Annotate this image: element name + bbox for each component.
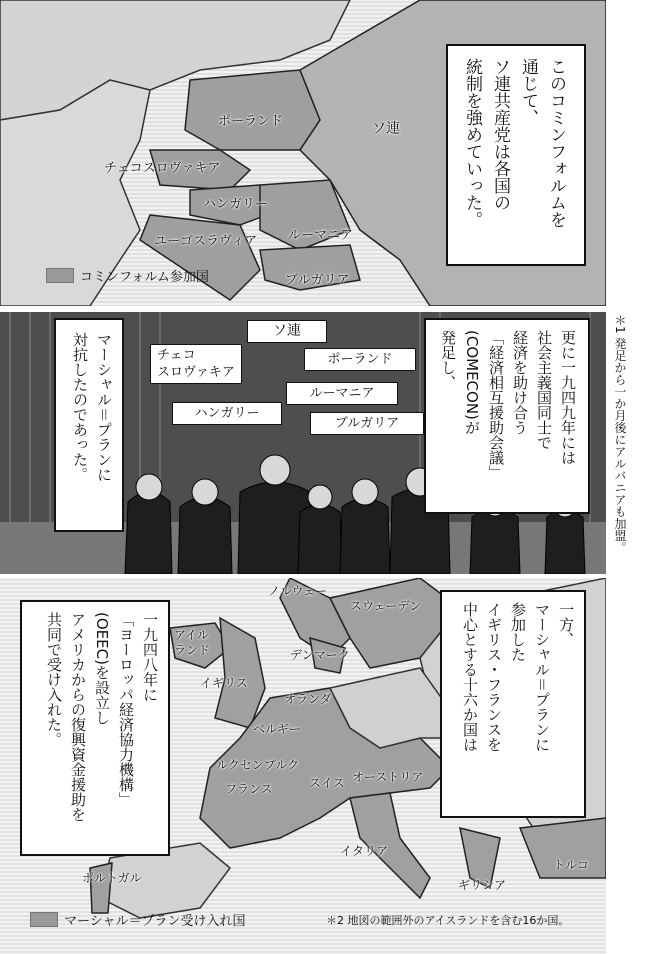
- legend-text: マーシャル＝プラン受け入れ国: [64, 914, 246, 929]
- map-label-netherlands: オランダ: [284, 692, 332, 706]
- map-label-yugoslavia: ユーゴスラヴィア: [154, 234, 258, 249]
- narration-box-cominform: このコミンフォルムを 通じて、 ソ連共産党は各国の 統制を強めていった。: [446, 44, 586, 266]
- cominform-legend: [46, 266, 209, 285]
- map-label-austria: オーストリア: [352, 770, 424, 784]
- member-label-czechoslovakia: チェコ スロヴァキア: [150, 344, 242, 384]
- map-label-poland: ポーランド: [218, 114, 284, 129]
- marshall-legend: [30, 910, 245, 929]
- member-label-poland: ポーランド: [304, 348, 416, 371]
- map-label-ireland: アイル ランド: [174, 628, 211, 657]
- member-label-bulgaria: ブルガリア: [310, 412, 424, 435]
- legend-swatch: [46, 268, 74, 283]
- map-label-hungary: ハンガリー: [203, 197, 269, 212]
- panel-comecon-group: [0, 312, 606, 574]
- map-label-belgium: ベルギー: [253, 722, 302, 736]
- map-label-france: フランス: [225, 782, 273, 796]
- map-label-portugal: ポルトガル: [82, 871, 142, 885]
- map-label-uk: イギリス: [200, 676, 248, 690]
- map-label-greece: ギリシア: [458, 878, 507, 892]
- panel-cominform-map: [0, 0, 606, 306]
- legend-swatch: [30, 912, 58, 927]
- map-label-norway: ノルウェー: [268, 584, 328, 598]
- map-label-turkey: トルコ: [553, 858, 590, 872]
- map-label-switzerland: スイス: [309, 776, 345, 790]
- narration-box-right-comecon: 更に一九四九年には 社会主義国同士で 経済を助け合う 「経済相互援助会議」 (COMECON)が 発足し、: [424, 318, 590, 514]
- footnote-1: ＊1 発足から一か月後にアルバニアも加盟。: [613, 314, 627, 554]
- map-label-romania: ルーマニア: [288, 228, 354, 243]
- map-label-ussr: ソ連: [372, 121, 400, 137]
- footnote-2: ＊2 地図の範囲外のアイスランドを含む16か国。: [326, 914, 570, 927]
- map-label-italy: イタリア: [340, 844, 389, 858]
- map-label-sweden: スウェーデン: [350, 599, 422, 613]
- member-label-ussr: ソ連: [247, 320, 327, 343]
- map-label-czechoslovakia: チェコスロヴァキア: [104, 161, 221, 176]
- narration-box-left-oeec: 一九四八年に 「ヨーロッパ経済協力機構」 (OEEC)を設立し アメリカからの復興資金援助を 共同で受け入れた。: [20, 600, 170, 856]
- member-label-romania: ルーマニア: [286, 382, 398, 405]
- map-label-denmark: デンマーク: [290, 648, 350, 662]
- legend-text: コミンフォルム参加国: [80, 270, 209, 285]
- panel-marshall-map: [0, 578, 606, 954]
- narration-box-right-marshall: 一方、 マーシャル＝プランに 参加した イギリス・フランスを 中心とする十六か国は: [440, 590, 586, 818]
- map-label-bulgaria: ブルガリア: [285, 273, 350, 288]
- narration-box-left-comecon: マーシャル＝プランに 対抗したのであった。: [54, 318, 124, 532]
- member-label-hungary: ハンガリー: [172, 402, 282, 425]
- map-label-luxembourg: ルクセンブルク: [216, 758, 300, 772]
